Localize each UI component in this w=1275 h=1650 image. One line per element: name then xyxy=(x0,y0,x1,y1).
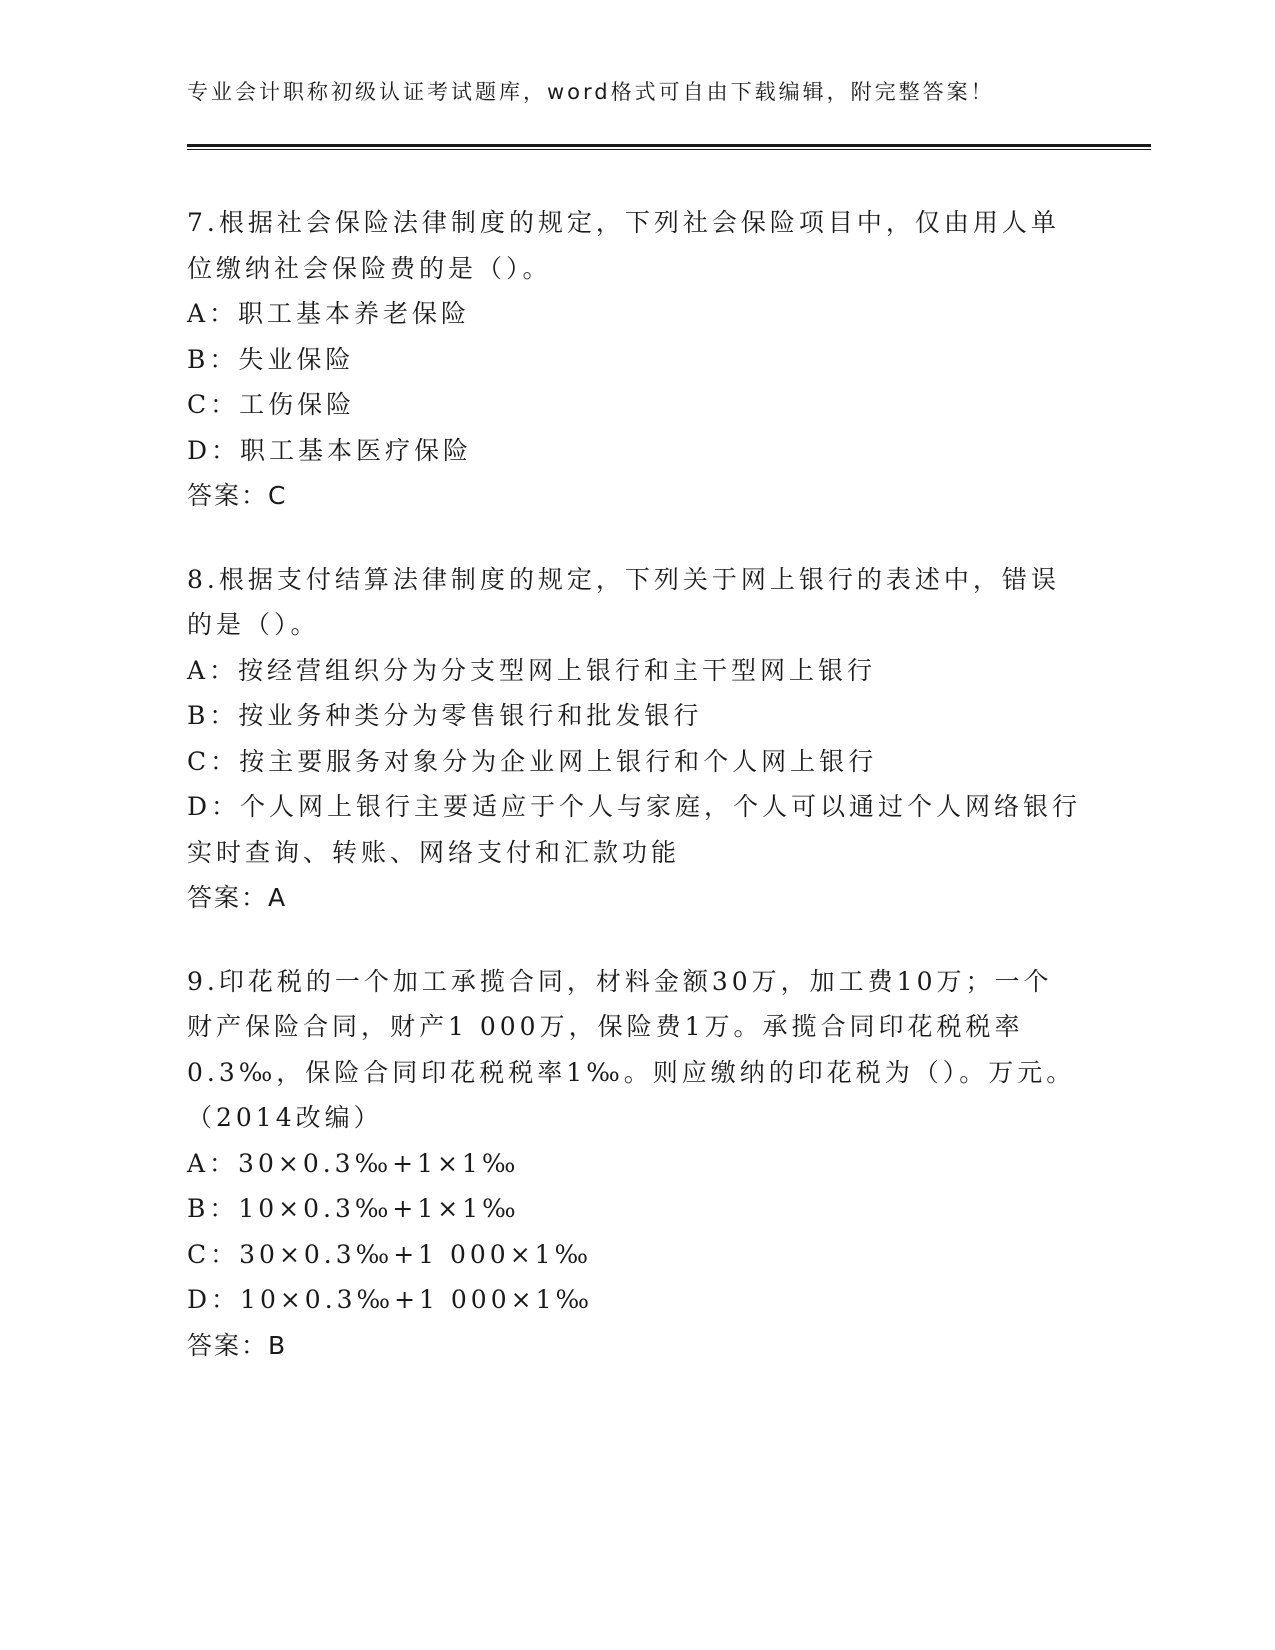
question-stem-line: 9.印花税的一个加工承揽合同，材料金额30万，加工费10万；一个 xyxy=(187,966,1053,996)
question-stem-line: 位缴纳社会保险费的是（）。 xyxy=(187,253,552,283)
page-header: 专业会计职称初级认证考试题库，word格式可自由下载编辑，附完整答案！ xyxy=(187,80,995,104)
option-b: B：失业保险 xyxy=(187,344,355,374)
option-d: D：职工基本医疗保险 xyxy=(187,435,473,465)
question-list xyxy=(187,200,1087,1406)
option-b: B：10×0.3‰+1×1‰ xyxy=(187,1194,520,1223)
option-a: A：按经营组织分为分支型网上银行和主干型网上银行 xyxy=(187,655,877,685)
question-8 xyxy=(187,557,1087,921)
option-b: B：按业务种类分为零售银行和批发银行 xyxy=(187,701,703,730)
question-9 xyxy=(187,959,1087,1369)
question-stem-line: （2014改编） xyxy=(187,1103,383,1132)
option-c: C：30×0.3‰+1 000×1‰ xyxy=(187,1239,593,1269)
question-7 xyxy=(187,200,1087,519)
option-d: D：个人网上银行主要适应于个人与家庭，个人可以通过个人网络银行 xyxy=(187,792,1082,821)
question-stem-line: 的是（）。 xyxy=(187,610,320,639)
option-c: C：工伤保险 xyxy=(187,390,356,419)
option-a: A：职工基本养老保险 xyxy=(187,299,471,328)
question-stem-line: 8.根据支付结算法律制度的规定，下列关于网上银行的表述中，错误 xyxy=(187,564,1060,594)
option-a: A：30×0.3‰+1×1‰ xyxy=(187,1148,520,1178)
header-divider xyxy=(187,144,1151,147)
option-d-continued: 实时查询、转账、网络支付和汇款功能 xyxy=(187,837,681,867)
option-d: D：10×0.3‰+1 000×1‰ xyxy=(187,1285,594,1314)
answer-line: 答案：C xyxy=(187,481,288,510)
option-c: C：按主要服务对象分为企业网上银行和个人网上银行 xyxy=(187,746,878,776)
question-stem-line: 0.3‰，保险合同印花税税率1‰。则应缴纳的印花税为（）。万元。 xyxy=(187,1057,1076,1087)
question-stem-line: 7.根据社会保险法律制度的规定，下列社会保险项目中，仅由用人单 xyxy=(187,208,1060,237)
answer-line: 答案：A xyxy=(187,883,288,912)
question-stem-line: 财产保险合同，财产1 000万，保险费1万。承揽合同印花税税率 xyxy=(187,1012,1024,1041)
answer-line: 答案：B xyxy=(187,1330,288,1360)
